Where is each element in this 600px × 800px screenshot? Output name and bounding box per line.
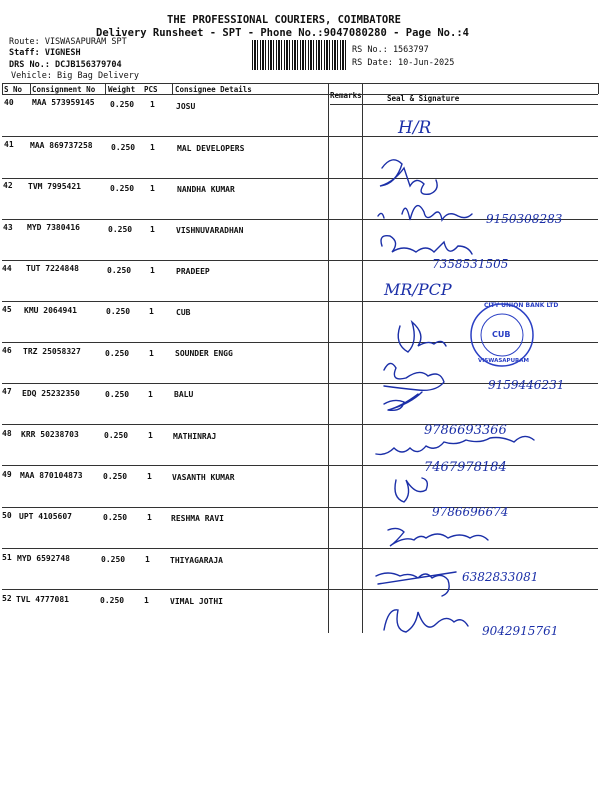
pcs: 1 [150,143,155,152]
weight: 0.250 [101,555,126,564]
signature-stroke [380,160,437,194]
sno: 51 [2,553,12,562]
consignment-no: TRZ 25058327 [23,347,81,356]
sno: 42 [3,181,13,190]
drs-number: DRS No.: DCJB156379704 [9,60,122,70]
pcs: 1 [150,225,155,234]
consignment-no: KMU 2064941 [24,306,77,315]
company-name: THE PROFESSIONAL COURIERS, COIMBATORE [167,14,401,26]
weight: 0.250 [107,266,132,275]
sno: 40 [4,98,14,107]
consignee: VISHNUVARADHAN [176,226,244,235]
signature-stroke [384,363,444,390]
consignee: MATHINRAJ [173,432,217,441]
consignee: NANDHA KUMAR [177,185,235,194]
col-consignment: Consignment No [32,85,96,94]
sno: 49 [2,470,12,479]
consignment-no: MYD 6592748 [17,554,70,563]
signature-stroke [398,322,446,352]
consignee: VASANTH KUMAR [172,473,235,482]
col-remarks: Remarks [330,91,362,100]
handwritten-phone: 9159446231 [488,378,565,392]
weight: 0.250 [103,513,128,522]
consignment-no: MAA 573959145 [32,98,95,107]
consignee: SOUNDER ENGG [175,349,233,358]
col-signature: Seal & Signature [387,94,460,103]
sno: 50 [2,511,12,520]
consignee: VIMAL JOTHI [170,597,223,606]
signature-stroke [378,206,472,220]
consignment-no: MAA 870104873 [20,471,83,480]
signature-stroke [388,528,488,546]
handwritten-hr: H/R [398,118,432,138]
handwritten-phone: 6382833081 [462,570,539,584]
pcs: 1 [149,307,154,316]
signature-stroke [384,392,422,410]
consignee: RESHMA RAVI [171,514,224,523]
consignment-no: MYD 7380416 [27,223,80,232]
signature-stroke [376,436,534,454]
signature-stroke [384,610,468,632]
sno: 44 [2,264,12,273]
rs-number: RS No.: 1563797 [352,45,429,55]
stamp-text: CITY UNION BANK LTD [484,302,559,309]
handwritten-remark: MR/PCP [384,280,452,299]
consignment-no: MAA 869737258 [30,141,93,150]
consignment-no: UPT 4105607 [19,512,72,521]
consignee: THIYAGARAJA [170,556,223,565]
sno: 47 [2,387,12,396]
sno: 48 [2,429,12,438]
signature-stroke [376,572,456,596]
pcs: 1 [147,513,152,522]
stamp-branch: VISWASAPURAM [478,358,530,364]
signature-stroke [381,236,472,254]
handwritten-phone: 7467978184 [424,460,507,475]
weight: 0.250 [111,143,136,152]
weight: 0.250 [105,349,130,358]
pcs: 1 [150,266,155,275]
signature-stroke [395,478,427,502]
consignee: BALU [174,390,194,399]
sno: 43 [3,223,13,232]
weight: 0.250 [103,472,128,481]
col-sno: S No [4,85,23,94]
handwritten-phone: 7358531505 [432,257,509,271]
weight: 0.250 [110,100,135,109]
weight: 0.250 [105,390,130,399]
pcs: 1 [144,596,149,605]
weight: 0.250 [104,431,129,440]
pcs: 1 [148,431,153,440]
handwritten-phone: 9786696674 [432,505,509,519]
handwritten-phone: 9786693366 [424,423,507,438]
pcs: 1 [148,390,153,399]
handwritten-phone: 9042915761 [482,624,559,638]
stamp-center: CUB [492,330,511,339]
runsheet-subtitle: Delivery Runsheet - SPT - Phone No.:9047080280 - Page No.:4 [96,27,469,39]
pcs: 1 [145,555,150,564]
weight: 0.250 [108,225,133,234]
sno: 45 [2,305,12,314]
sno: 52 [2,594,12,603]
consignee: PRADEEP [176,267,210,276]
weight: 0.250 [110,184,135,193]
sno: 46 [2,346,12,355]
rs-date: RS Date: 10-Jun-2025 [352,58,455,68]
vehicle: Vehicle: Big Bag Delivery [11,71,139,81]
weight: 0.250 [106,307,131,316]
route: Route: VISWASAPURAM SPT [9,37,127,47]
consignment-no: TUT 7224848 [26,264,79,273]
handwritten-phone: 9150308283 [486,212,563,226]
consignment-no: EDQ 25232350 [22,389,80,398]
col-pcs: PCS [144,85,158,94]
pcs: 1 [150,184,155,193]
consignee: MAL DEVELOPERS [177,144,245,153]
col-consignee: Consignee Details [175,85,252,94]
sno: 41 [4,140,14,149]
consignee: CUB [176,308,191,317]
staff: Staff: VIGNESH [9,48,81,58]
consignment-no: TVM 7995421 [28,182,81,191]
weight: 0.250 [100,596,125,605]
pcs: 1 [149,349,154,358]
consignee: JOSU [176,102,196,111]
consignment-no: TVL 4777081 [16,595,69,604]
col-weight: Weight [108,85,136,94]
pcs: 1 [147,472,152,481]
pcs: 1 [150,100,155,109]
consignment-no: KRR 50238703 [21,430,79,439]
